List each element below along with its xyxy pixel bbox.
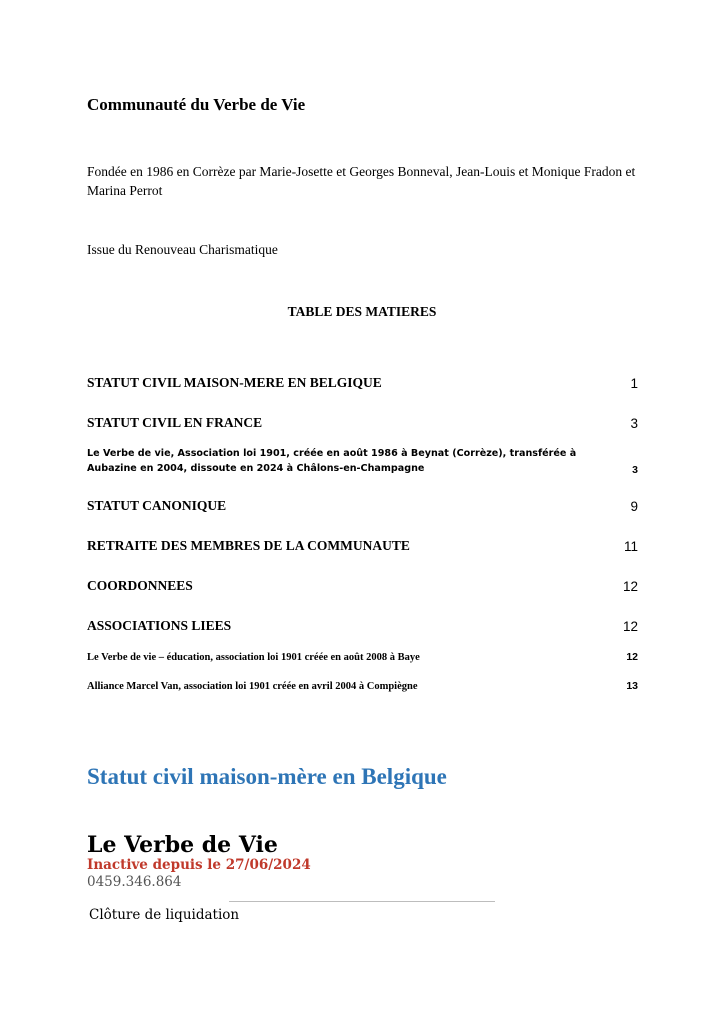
toc-entry-retraite-membres[interactable] (87, 538, 638, 554)
toc-entry-label: ASSOCIATIONS LIEES (87, 618, 232, 633)
toc-entry-page: 3 (630, 416, 638, 431)
toc-entry-statut-civil-france[interactable] (87, 415, 638, 431)
toc-entry-label: STATUT CIVIL MAISON-MERE EN BELGIQUE (87, 375, 382, 390)
toc-entry-label: Alliance Marcel Van, association loi 1901 créée en avril 2004 à Compiègne (87, 681, 418, 692)
toc-heading: TABLE DES MATIERES (287, 304, 437, 319)
toc-entry-page: 9 (630, 499, 638, 514)
toc-entry-page: 11 (623, 539, 638, 554)
toc-entry-verbe-de-vie-education[interactable] (87, 651, 638, 663)
status-text: Inactive depuis le 27/06/2024 (87, 857, 311, 873)
founding-statement: Fondée en 1986 en Corrèze par Marie-Josette et Georges Bonneval, Jean-Louis et Monique Fradon et Marina Perrot (87, 164, 636, 198)
toc-entry-page: 3 (632, 464, 638, 476)
toc-entry-label: RETRAITE DES MEMBRES DE LA COMMUNAUTE (87, 538, 410, 553)
toc-entry-associations-liees[interactable] (87, 618, 638, 634)
toc-entry-label: STATUT CANONIQUE (87, 498, 227, 513)
document-title: Communauté du Verbe de Vie (87, 95, 306, 114)
company-number: 0459.346.864 (87, 874, 182, 890)
toc-entry-verbe-de-vie-association[interactable] (87, 446, 638, 476)
divider (229, 901, 495, 902)
toc-entry-label: Le Verbe de vie, Association loi 1901, créée en août 1986 à Beynat (Corrèze), transférée à Aubazine en 2004, dissoute en 2024 à Châlons-en-Champagne (87, 448, 577, 474)
section-heading: Statut civil maison-mère en Belgique (87, 764, 447, 789)
toc-entry-label: Le Verbe de vie – éducation, association loi 1901 créée en août 2008 à Baye (87, 652, 420, 663)
toc-entry-page: 1 (630, 376, 638, 391)
liquidation-label: Clôture de liquidation (89, 907, 240, 923)
origin-statement: Issue du Renouveau Charismatique (87, 242, 278, 257)
toc-entry-statut-canonique[interactable] (87, 498, 638, 514)
toc-entry-label: COORDONNEES (87, 578, 193, 593)
toc-entry-page: 13 (626, 680, 638, 692)
toc-entry-page: 12 (622, 619, 638, 634)
toc-entry-page: 12 (626, 651, 638, 663)
toc-entry-alliance-marcel-van[interactable] (87, 680, 638, 692)
toc-entry-label: STATUT CIVIL EN FRANCE (87, 415, 263, 430)
entity-name: Le Verbe de Vie (87, 832, 278, 858)
toc-entry-page: 12 (622, 579, 638, 594)
toc-entry-statut-civil-belgique[interactable] (87, 375, 638, 391)
toc-entry-coordonnees[interactable] (87, 578, 638, 594)
